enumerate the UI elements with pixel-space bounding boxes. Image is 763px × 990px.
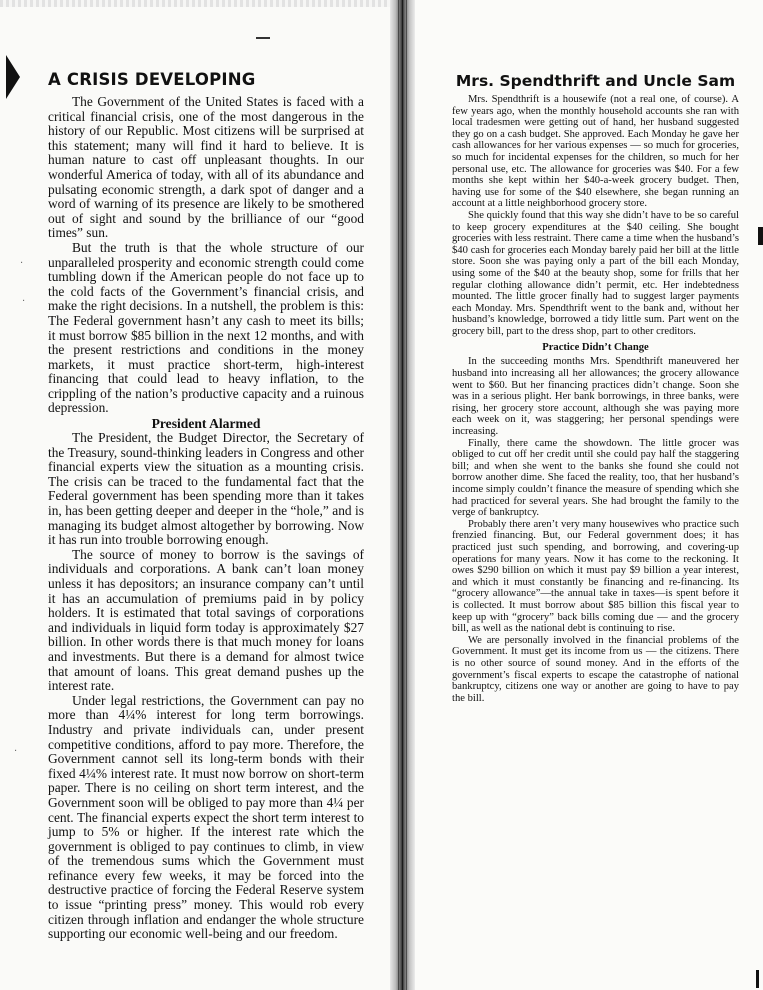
section-subhead: President Alarmed bbox=[151, 416, 261, 432]
margin-tick-mark bbox=[756, 970, 759, 988]
margin-speck: · bbox=[20, 258, 24, 269]
paragraph: Finally, there came the showdown. The little grocer was obliged to cut off her credit until she could pay half the staggering bill; and when she went to the banks she found she could not borrow another dime. She faced the reality, too, that her husband’s income simply couldn’t finance the measure of spending which she had practiced for several years. She had brought the family to the verge of bankruptcy. bbox=[452, 437, 739, 519]
article-body bbox=[48, 95, 364, 942]
paragraph: She quickly found that this way she didn’t have to be so careful to keep grocery expenditures at the $40 ceiling. She bought groceries with less restraint. There came a time when the husband’s $40 cash for groceries each Monday barely paid her bill at the little store. Soon she was paying only a part of the bill each Monday, using some of the $40 at the beauty shop, some for frills that her regular clothing allowance didn’t permit, etc. Her indebtedness mounted. The little grocer finally had to suggest larger payments each Monday. Mrs. Spendthrift went to the bank and, without her husband’s knowledge, borrowed a tidy little sum. Part went on the grocery bill, part to the dress shop, part to other creditors. bbox=[452, 209, 739, 337]
gutter-line bbox=[398, 0, 399, 990]
margin-bar-mark bbox=[758, 227, 763, 245]
left-article bbox=[48, 70, 364, 942]
paragraph: Under legal restrictions, the Government can pay no more than 4¼% interest for long term borrowings. Industry and private individuals can, under present competitive conditions, afford to pay more. Therefore, the Government cannot sell its long-term bonds with their fixed 4¼% interest rate. It must now borrow on short-term paper. There is no ceiling on short term interest, and the Government soon will be obliged to pay more than 4¼ per cent. The financial experts expect the short term interest to jump to 5% or higher. If the interest rate which the government is obliged to pay continues to climb, in view of the tremendous sums which the Government must refinance every few weeks, it may be forced into the destructive practice of forcing the Federal Reserve system to issue “printing press” money. This would rob every citizen through inflation and endanger the whole structure supporting our economic well-being and our freedom. bbox=[48, 692, 364, 942]
article-headline: Mrs. Spendthrift and Uncle Sam bbox=[455, 72, 736, 90]
section-arrow-marker bbox=[6, 55, 20, 99]
article-body bbox=[452, 94, 739, 704]
paragraph: The source of money to borrow is the savings of individuals and corporations. A bank can’t loan money unless it has depositors; an insurance company can’t until it has an accumulation of premiums paid in by policy holders. It is estimated that total savings of corporations and individuals in liquid form today is approximately $27 billion. In other words there is that much money for loans and investments. But there is a demand for almost twice that amount of loans. This great demand pushes up the interest rate. bbox=[48, 546, 364, 694]
print-dash-mark bbox=[256, 37, 270, 39]
paragraph: Mrs. Spendthrift is a housewife (not a real one, of course). A few years ago, when the monthly household accounts she ran with local tradesmen were getting out of hand, her husband suggested they go on a cash budget. She approved. Each Monday he gave her cash allowances for her various expenses — so much for groceries, so much for incidental expenses for the children, so much for her personal use, etc. The allowance for groceries was $40. For a few months she kept within her $40-a-week grocery budget. Then, having use for some of the $40 elsewhere, she began running an account at a little neighborhood grocery store. bbox=[452, 94, 739, 210]
paragraph: Probably there aren’t very many housewives who practice such frenzied financing. But, our Federal government does; it has practiced just such spending, and borrowing, and covering-up operations for many years. Now it has come to the reckoning. It owes $290 billion on which it must pay $9 billion a year interest, and which it must constantly be financing and re-financing. Its “grocery allowance”—the annual take in taxes—is spent before it is collected. It must borrow about $85 billion this fiscal year to keep up with “grocery” back bills coming due — and the grocery bill, as well as the national debt is continuing to rise. bbox=[452, 518, 739, 635]
paragraph: In the succeeding months Mrs. Spendthrift maneuvered her husband into increasing all her allowances; the grocery allowance went to $60. But her financing practices didn’t change. Soon she was in a serious plight. Her bank borrowings, in three banks, were rising, her grocery store account, although she was paying more each week on it, was staggering; her personal spendings were increasing. bbox=[452, 356, 739, 438]
paragraph: The President, the Budget Director, the Secretary of the Treasury, sound-thinking leaders in Congress and other financial experts view the situation as a mounting crisis. The crisis can be traced to the fundamental fact that the Federal government has been spending more than it takes in, has been getting deeper and deeper in the “hole,” and is managing its budget almost altogether by borrowing. Now it has run into trouble borrowing enough. bbox=[48, 430, 364, 548]
article-headline: A CRISIS DEVELOPING bbox=[48, 70, 256, 89]
margin-speck: · bbox=[22, 296, 26, 307]
book-gutter bbox=[390, 0, 415, 990]
paragraph: We are personally involved in the financial problems of the Government. It must get its income from us — the citizens. There is no other source of sound money. And in the efforts of the government’s fiscal experts to escape the catastrophe of national bankruptcy, citizens one way or another are going to have to pay the bill. bbox=[452, 634, 739, 704]
right-article bbox=[452, 72, 739, 704]
section-subhead: Practice Didn’t Change bbox=[542, 342, 649, 354]
paragraph: But the truth is that the whole structure of our unparalleled prosperity and economic strength could come tumbling down if the American people do not face up to the cold facts of the Government’s financial crisis, and make the right decisions. In a nutshell, the problem is this: The Federal government hasn’t any cash to meet its bills; it must borrow $85 billion in the next 12 months, and with the present restrictions and conditions in the money markets, it must practice short-term, high-interest financing that could lead to heavy inflation, to the crippling of the nation’s productive capacity and a ruinous depression. bbox=[48, 239, 364, 416]
margin-speck: · bbox=[14, 746, 18, 757]
gutter-line bbox=[402, 0, 403, 990]
gutter-line bbox=[406, 0, 407, 990]
page-edge-strip bbox=[0, 0, 390, 7]
paragraph: The Government of the United States is faced with a critical financial crisis, one of the most dangerous in the history of our Republic. Most citizens will be surprised at this statement; many will find it hard to believe. It is human nature to cast off unpleasant thoughts. In our wonderful America of today, with all of its abundance and pulsating economic strength, a dark spot of danger and a word of warning of its presence are likely to be smothered out of sight and sound by the brilliance of our “good times” sun. bbox=[48, 94, 364, 241]
